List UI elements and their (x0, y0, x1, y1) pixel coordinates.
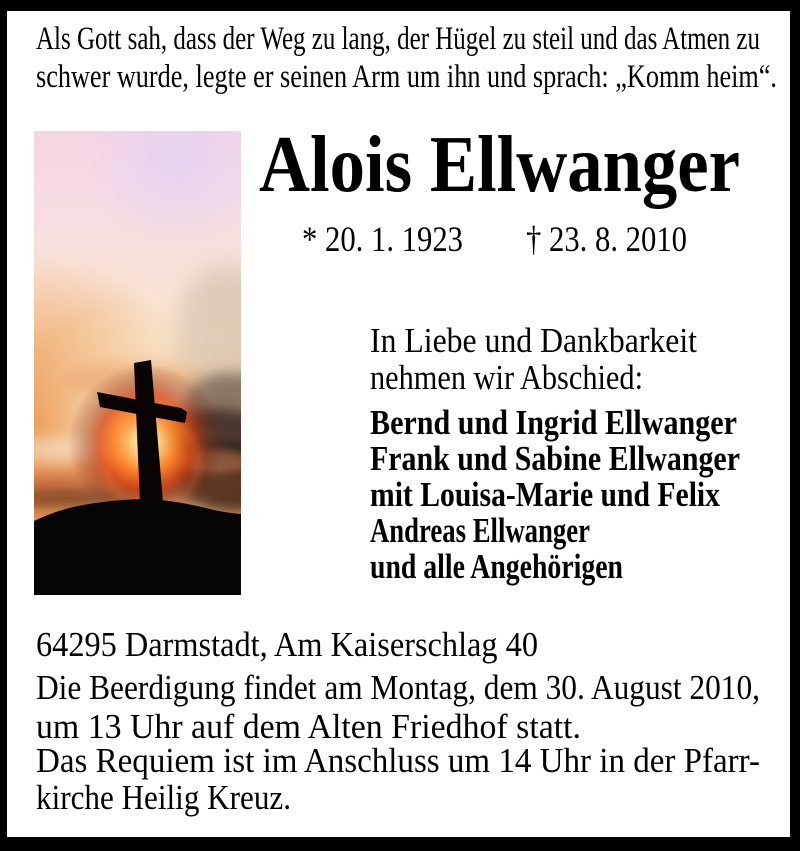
obituary-sheet (7, 11, 790, 837)
mourner-line: und alle Angehörigen (370, 547, 623, 586)
farewell-intro (370, 322, 731, 396)
deceased-name: Alois Ellwanger (259, 121, 740, 209)
mourner-line: Bernd und Ingrid Ellwanger (370, 403, 737, 442)
farewell-intro-line-1: In Liebe und Dankbarkeit (370, 321, 697, 360)
hill-silhouette (34, 499, 241, 595)
funeral-line-1: Die Beerdigung findet am Montag, dem 30. August 2010, (36, 668, 760, 707)
opening-verse (36, 20, 800, 96)
mourners-list (370, 405, 800, 585)
address-line: 64295 Darmstadt, Am Kaiserschlag 40 (36, 625, 538, 664)
requiem-line-2: kirche Heilig Kreuz. (36, 778, 291, 817)
mourner-line: mit Louisa-Marie und Felix (370, 475, 720, 514)
death-date: † 23. 8. 2010 (526, 219, 687, 259)
requiem-info (36, 742, 800, 816)
farewell-intro-line-2: nehmen wir Abschied: (370, 358, 643, 397)
requiem-line-1: Das Requiem ist im Anschluss um 14 Uhr in der Pfarr- (36, 741, 760, 780)
verse-line-2: schwer wurde, legte er seinen Arm um ihn und sprach: „Komm heim“. (36, 59, 777, 95)
verse-line-1: Als Gott sah, dass der Weg zu lang, der Hügel zu steil und das Atmen zu (36, 21, 760, 57)
birth-date: * 20. 1. 1923 (302, 219, 463, 259)
cross-sunset-photo (34, 131, 241, 595)
funeral-info (36, 668, 800, 746)
mourner-line: Andreas Ellwanger (370, 511, 590, 550)
mourner-line: Frank und Sabine Ellwanger (370, 439, 740, 478)
funeral-line-2: um 13 Uhr auf dem Alten Friedhof statt. (36, 707, 581, 746)
